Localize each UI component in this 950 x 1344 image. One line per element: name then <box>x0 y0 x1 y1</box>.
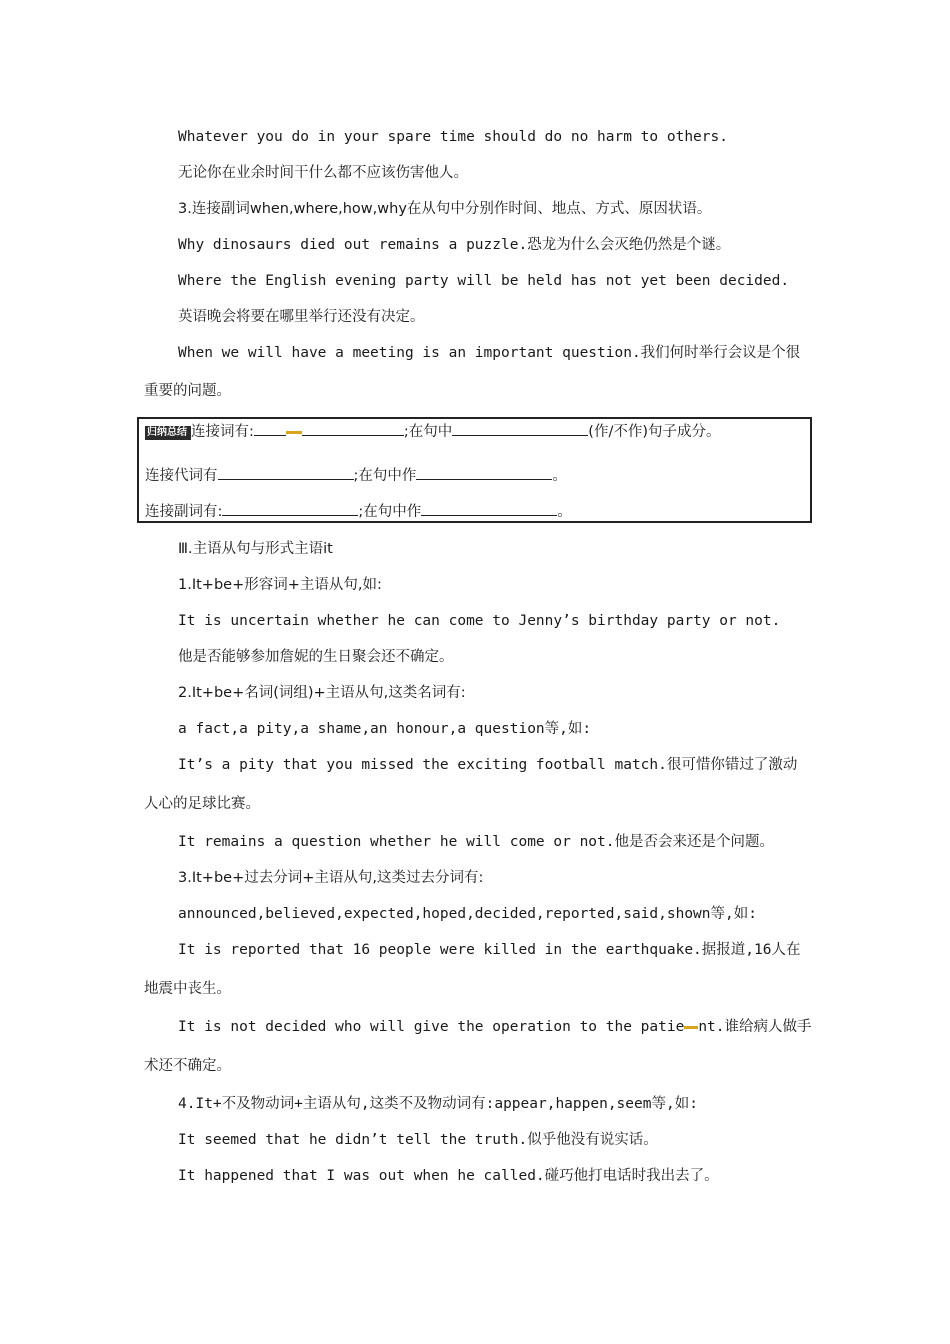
line-22 <box>178 1017 812 1037</box>
summary-r2-mid: ;在句中作 <box>353 468 417 484</box>
summary-row-2 <box>145 465 567 486</box>
line-16: 人心的足球比赛。 <box>144 796 260 812</box>
line-2: 无论你在业余时间干什么都不应该伤害他人。 <box>178 165 468 181</box>
line-12: 他是否能够参加詹妮的生日聚会还不确定。 <box>178 649 454 665</box>
line-19: announced,believed,expected,hoped,decided,reported,said,shown等,如: <box>178 906 757 922</box>
blank-5[interactable] <box>416 465 552 480</box>
line-22-part-b: nt.谁给病人做手 <box>698 1019 812 1035</box>
line-13: 2.It+be+名词(词组)+主语从句,这类名词有: <box>178 685 466 701</box>
summary-r1-label: 连接词有: <box>191 424 254 440</box>
summary-row-3 <box>145 501 572 522</box>
line-20: It is reported that 16 people were killed in the earthquake.据报道,16人在 <box>178 942 801 958</box>
line-15: It’s a pity that you missed the exciting football match.很可惜你错过了激动 <box>178 757 798 773</box>
line-24: 4.It+不及物动词+主语从句,这类不及物动词有:appear,happen,seem等,如: <box>178 1096 698 1112</box>
summary-tag: 归纳总结 <box>145 426 191 440</box>
line-25: It seemed that he didn’t tell the truth.似乎他没有说实话。 <box>178 1132 658 1148</box>
blank-4[interactable] <box>218 465 354 480</box>
summary-r2-end: 。 <box>552 468 567 484</box>
highlight-mark-2 <box>684 1026 698 1029</box>
section-heading: Ⅲ.主语从句与形式主语it <box>178 541 333 557</box>
line-17: It remains a question whether he will come or not.他是否会来还是个问题。 <box>178 834 774 850</box>
line-3: 3.连接副词when,where,how,why在从句中分别作时间、地点、方式、原因状语。 <box>178 201 712 217</box>
summary-box <box>137 417 812 523</box>
line-6: 英语晚会将要在哪里举行还没有决定。 <box>178 309 425 325</box>
blank-3[interactable] <box>452 421 588 436</box>
summary-r3-mid: ;在句中作 <box>358 504 422 520</box>
line-22-part-a: It is not decided who will give the operation to the patie <box>178 1019 685 1035</box>
highlight-mark <box>286 431 302 434</box>
summary-r3-end: 。 <box>557 504 572 520</box>
line-21: 地震中丧生。 <box>144 981 231 997</box>
summary-r3-label: 连接副词有: <box>145 504 223 520</box>
line-8: 重要的问题。 <box>144 383 231 399</box>
line-10: 1.It+be+形容词+主语从句,如: <box>178 577 382 593</box>
blank-7[interactable] <box>421 501 557 516</box>
line-1: Whatever you do in your spare time should do no harm to others. <box>178 129 728 145</box>
line-14: a fact,a pity,a shame,an honour,a question等,如: <box>178 721 592 737</box>
line-5: Where the English evening party will be held has not yet been decided. <box>178 273 790 289</box>
blank-6[interactable] <box>222 501 358 516</box>
blank-2[interactable] <box>302 421 404 436</box>
summary-r1-mid: ;在句中 <box>403 424 453 440</box>
summary-r1-end: (作/不作)句子成分。 <box>588 424 721 440</box>
line-26: It happened that I was out when he called.碰巧他打电话时我出去了。 <box>178 1168 719 1184</box>
summary-row-1 <box>145 421 720 442</box>
line-23: 术还不确定。 <box>144 1058 231 1074</box>
line-11: It is uncertain whether he can come to Jenny’s birthday party or not. <box>178 613 781 629</box>
line-7: When we will have a meeting is an important question.我们何时举行会议是个很 <box>178 345 801 361</box>
line-4: Why dinosaurs died out remains a puzzle.恐龙为什么会灭绝仍然是个谜。 <box>178 237 731 253</box>
summary-r2-label: 连接代词有 <box>145 468 218 484</box>
line-18: 3.It+be+过去分词+主语从句,这类过去分词有: <box>178 870 484 886</box>
blank-1[interactable] <box>254 421 286 436</box>
